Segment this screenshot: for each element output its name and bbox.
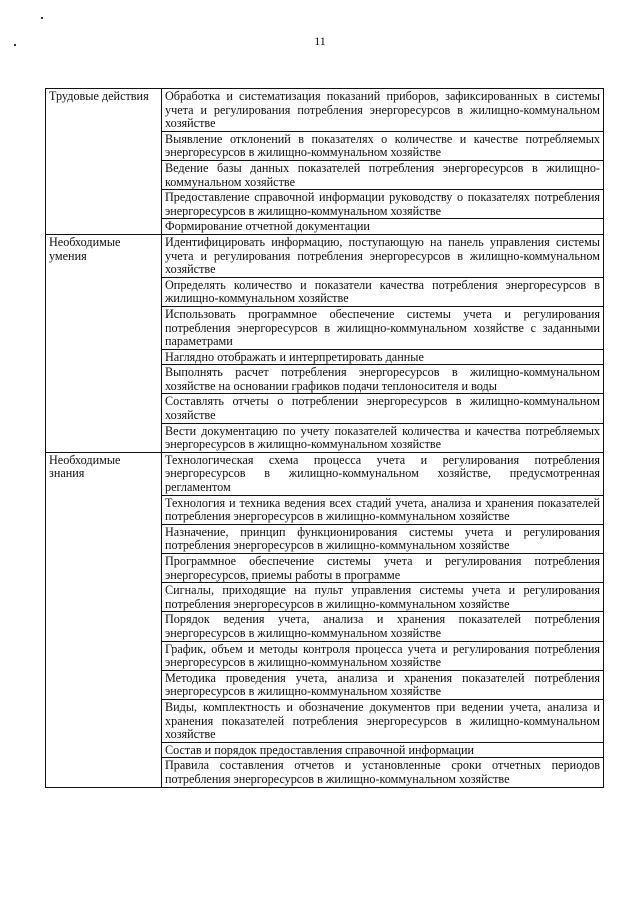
requirement-item: Сигналы, приходящие на пульт управления системы учета и регулирования потребления энергоресурсов в жилищно-коммунальном хозяйстве [162,583,604,612]
requirement-item: Виды, комплектность и обозначение документов при ведении учета, анализа и хранения показателей потребления энергоресурсов в жилищно-коммунальном хозяйстве [162,699,604,742]
section-title-required-skills: Необходимые умения [46,234,162,452]
requirement-item: Идентифицировать информацию, поступающую на панель управления системы учета и регулирования потребления энергоресурсов в жилищно-коммунальном хозяйстве [162,234,604,277]
page-number: 11 [314,34,326,48]
requirement-item: Технология и техника ведения всех стадий учета, анализа и хранения показателей потребления энергоресурсов в жилищно-коммунальном хозяйстве [162,495,604,524]
requirement-item: Формирование отчетной документации [162,219,604,235]
table-row [46,234,604,277]
requirement-item: Использовать программное обеспечение системы учета и регулирования потребления энергоресурсов в жилищно-коммунальном хозяйстве с заданными параметрами [162,306,604,349]
requirement-item: Порядок ведения учета, анализа и хранения показателей потребления энергоресурсов в жилищно-коммунальном хозяйстве [162,612,604,641]
requirement-item: Методика проведения учета, анализа и хранения показателей потребления энергоресурсов в жилищно-коммунальном хозяйстве [162,670,604,699]
requirement-item: Вести документацию по учету показателей количества и качества потребляемых энергоресурсов в жилищно-коммунальном хозяйстве [162,423,604,452]
requirement-item: Назначение, принцип функционирования системы учета и регулирования потребления энергоресурсов в жилищно-коммунальном хозяйстве [162,524,604,553]
requirement-item: Составлять отчеты о потреблении энергоресурсов в жилищно-коммунальном хозяйстве [162,394,604,423]
requirement-item: Наглядно отображать и интерпретировать данные [162,349,604,365]
scan-speck [41,17,43,19]
requirement-item: Выполнять расчет потребления энергоресурсов в жилищно-коммунальном хозяйстве на основании графиков подачи теплоносителя и воды [162,365,604,394]
requirement-item: График, объем и методы контроля процесса учета и регулирования потребления энергоресурсов в жилищно-коммунальном хозяйстве [162,641,604,670]
requirement-item: Правила составления отчетов и установленные сроки отчетных периодов потребления энергоресурсов в жилищно-коммунальном хозяйстве [162,758,604,787]
requirement-item: Ведение базы данных показателей потребления энергоресурсов в жилищно-коммунальном хозяйстве [162,160,604,189]
requirement-item: Выявление отклонений в показателях о количестве и качестве потребляемых энергоресурсов в жилищно-коммунальном хозяйстве [162,131,604,160]
table-row [46,89,604,132]
table-body [46,89,604,788]
section-title-required-knowledge: Необходимые знания [46,452,162,787]
requirement-item: Предоставление справочной информации руководству о показателях потребления энергоресурсов в жилищно-коммунальном хозяйстве [162,190,604,219]
requirement-item: Состав и порядок предоставления справочной информации [162,742,604,758]
requirement-item: Технологическая схема процесса учета и регулирования потребления энергоресурсов в жилищно-коммунальном хозяйстве, предусмотренная регламентом [162,452,604,495]
requirement-item: Определять количество и показатели качества потребления энергоресурсов в жилищно-коммунальном хозяйстве [162,277,604,306]
table-row [46,452,604,495]
requirement-item: Программное обеспечение системы учета и регулирования потребления энергоресурсов, приемы работы в программе [162,554,604,583]
section-title-labor-actions: Трудовые действия [46,89,162,235]
job-function-table [45,88,604,788]
requirement-item: Обработка и систематизация показаний приборов, зафиксированных в системы учета и регулирования потребления энергоресурсов в жилищно-коммунальном хозяйстве [162,89,604,132]
